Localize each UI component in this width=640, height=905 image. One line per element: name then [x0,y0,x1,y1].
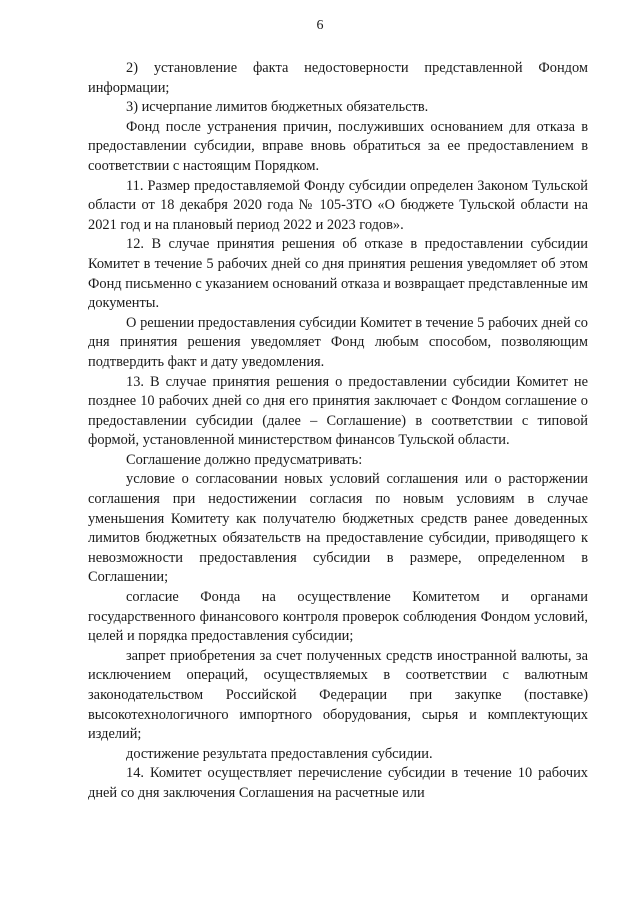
paragraph-12: 12. В случае принятия решения об отказе в предоставлении субсидии Комитет в течение 5 рабочих дней со дня принятия решения уведомляет об этом Фонд письменно с указанием оснований отказа и возвращает представленные им документы. [88,236,588,312]
page-number: 6 [316,18,324,33]
paragraph-item-3: 3) исчерпание лимитов бюджетных обязательств. [126,99,429,116]
paragraph-item-2: 2) установление факта недостоверности представленной Фондом информации; [88,60,588,96]
paragraph-condition-currency-ban: запрет приобретения за счет полученных средств иностранной валюты, за исключением операций, осуществляемых в соответствии с валютным законодательством Российской Федерации при закупке (поставке) высокотехнологичного импортного оборудования, сырья и комплектующих изделий; [88,647,588,743]
document-body [88,59,588,804]
paragraph-13: 13. В случае принятия решения о предоставлении субсидии Комитет не позднее 10 рабочих дней со дня его принятия заключает с Фондом соглашение о предоставлении субсидии (далее – Соглашение) в соответствии с типовой формой, установленной министерством финансов Тульской области. [88,373,588,449]
paragraph-condition-result: достижение результата предоставления субсидии. [126,745,433,762]
paragraph-11: 11. Размер предоставляемой Фонду субсидии определен Законом Тульской области от 18 декабря 2020 года № 105-ЗТО «О бюджете Тульской области на 2021 год и на плановый период 2022 и 2023 годов». [88,177,588,233]
paragraph-agreement-intro: Соглашение должно предусматривать: [126,451,363,468]
paragraph-condition-consent: согласие Фонда на осуществление Комитетом и органами государственного финансового контроля проверок соблюдения Фондом условий, целей и порядка предоставления субсидии; [88,589,588,645]
paragraph-fund-reapply: Фонд после устранения причин, послуживших основанием для отказа в предоставлении субсидии, вправе вновь обратиться за ее предоставлением в соответствии с настоящим Порядком. [88,118,588,174]
paragraph-condition-renegotiation: условие о согласовании новых условий соглашения или о расторжении соглашения при недостижении согласия по новым условиям в случае уменьшения Комитету как получателю бюджетных средств ранее доведенных лимитов бюджетных обязательств на предоставление субсидии, приводящего к невозможности предоставления субсидии в размере, определенном в Соглашении; [88,471,588,586]
paragraph-14: 14. Комитет осуществляет перечисление субсидии в течение 10 рабочих дней со дня заключения Соглашения на расчетные или [88,765,588,801]
paragraph-decision-notice: О решении предоставления субсидии Комитет в течение 5 рабочих дней со дня принятия решения уведомляет Фонд любым способом, позволяющим подтвердить факт и дату уведомления. [88,314,588,370]
